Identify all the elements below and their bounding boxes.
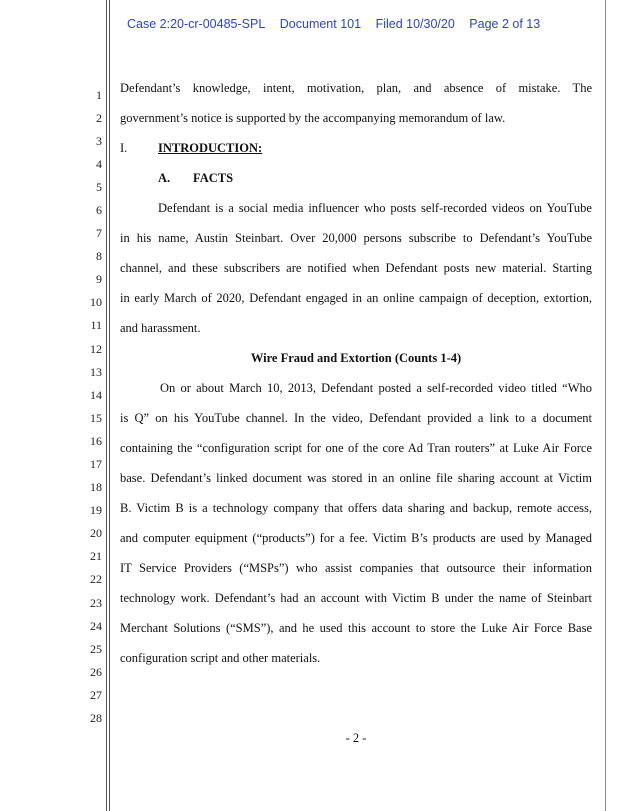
body-line: B. Victim B is a technology company that offers data sharing and backup, remote access, [120,501,592,515]
line-number: 26 [90,665,102,679]
left-margin-rule-inner [109,0,110,811]
body-line: On or about March 10, 2013, Defendant posted a self-recorded video titled “Who [160,381,592,395]
subsection-number: A. [158,171,171,185]
case-number: Case 2:20-cr-00485-SPL [127,17,266,31]
line-number: 25 [90,642,102,656]
line-number: 9 [96,272,102,286]
line-number: 7 [96,226,102,240]
body-line: channel, and these subscribers are notified when Defendant posts new material. Starting [120,261,592,275]
case-header [127,17,551,31]
line-number: 19 [90,503,102,517]
line-number: 15 [90,411,102,425]
body-line: government’s notice is supported by the accompanying memorandum of law. [120,111,506,125]
body-line: and computer equipment (“products”) for a fee. Victim B’s products are used by Managed [120,531,592,545]
line-number: 17 [90,457,102,471]
body-line: Defendant is a social media influencer who posts self-recorded videos on YouTube [158,201,592,215]
line-number: 2 [96,111,102,125]
page-number: - 2 - [345,731,367,745]
wire-fraud-heading: Wire Fraud and Extortion (Counts 1-4) [250,351,462,365]
section-title: INTRODUCTION: [158,141,263,155]
line-number: 13 [90,365,102,379]
line-number: 8 [96,249,102,263]
line-number: 23 [90,596,102,610]
line-number: 10 [90,295,102,309]
line-number: 14 [90,388,102,402]
body-line: base. Defendant’s linked document was stored in an online file sharing account at Victim [120,471,592,485]
body-line: containing the “configuration script for one of the core Ad Tran routers” at Luke Air Force [120,441,592,455]
document-number: Document 101 [279,17,362,31]
body-line: Defendant’s knowledge, intent, motivation, plan, and absence of mistake. The [120,81,592,95]
subsection-title: FACTS [193,171,234,185]
line-number: 28 [90,711,102,725]
right-margin-rule [605,0,606,811]
line-number: 11 [90,318,102,332]
line-number: 4 [96,157,102,171]
body-line: in early March of 2020, Defendant engaged in an online campaign of deception, extortion, [120,291,592,305]
line-number: 20 [90,526,102,540]
left-margin-rule-outer [106,0,107,811]
filed-date: Filed 10/30/20 [375,17,455,31]
body-line: configuration script and other materials. [120,651,321,665]
body-line: is Q” on his YouTube channel. In the video, Defendant provided a link to a document [120,411,592,425]
line-number: 6 [96,203,102,217]
body-line: and harassment. [120,321,201,335]
line-number: 21 [90,549,102,563]
body-line: in his name, Austin Steinbart. Over 20,000 persons subscribe to Defendant’s YouTube [120,231,592,245]
line-number: 3 [96,134,102,148]
line-number: 22 [90,572,102,586]
body-line: technology work. Defendant’s had an account with Victim B under the name of Steinbart [120,591,592,605]
line-number: 24 [90,619,102,633]
body-line: IT Service Providers (“MSPs”) who assist companies that outsource their information [120,561,592,575]
line-number: 18 [90,480,102,494]
line-number: 16 [90,434,102,448]
line-number: 5 [96,180,102,194]
line-number: 27 [90,688,102,702]
section-number: I. [120,141,128,155]
line-number: 1 [96,88,102,102]
body-line: Merchant Solutions (“SMS”), and he used this account to store the Luke Air Force Base [120,621,592,635]
page-count: Page 2 of 13 [469,17,541,31]
line-number: 12 [90,342,102,356]
